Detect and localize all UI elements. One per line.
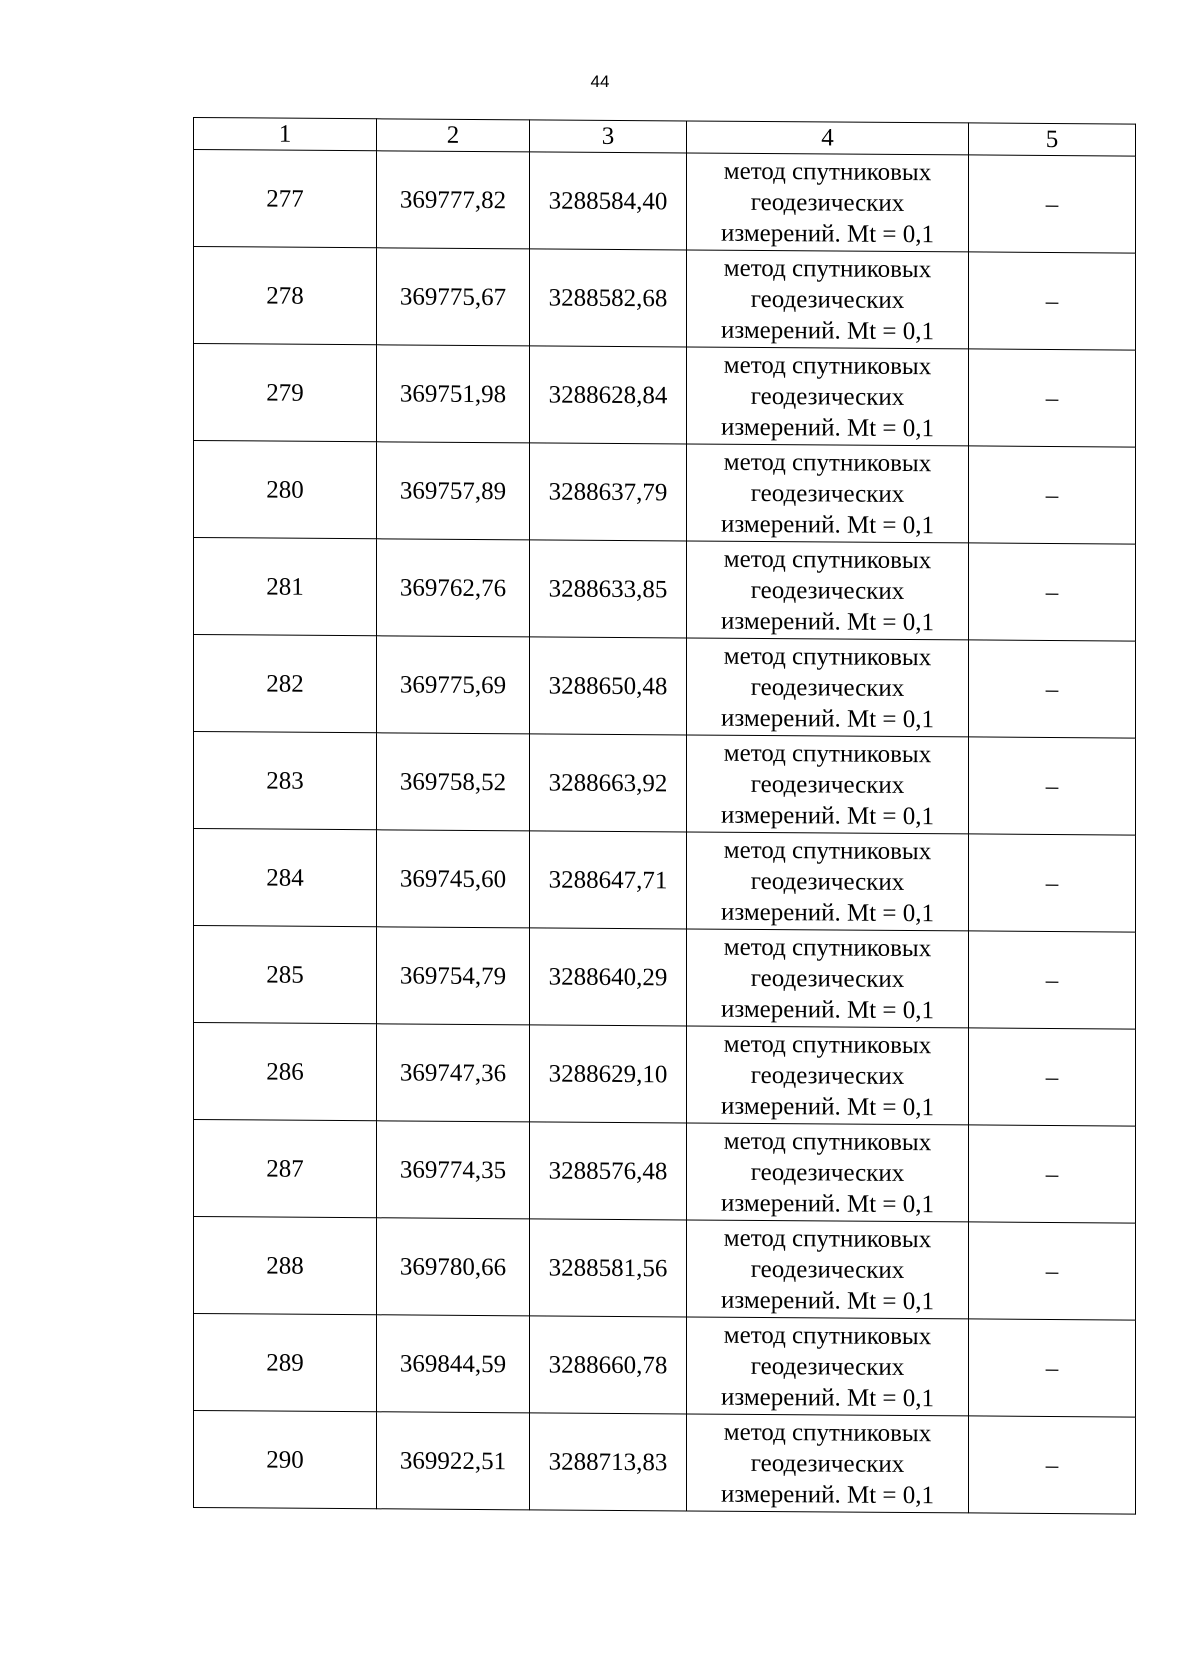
point-number-cell: 286: [194, 1023, 377, 1121]
method-line: измерений. Mt = 0,1: [720, 607, 935, 636]
point-number-cell: 277: [194, 150, 377, 248]
method-line: геодезических: [750, 964, 905, 993]
column-header-1: 1: [194, 118, 377, 151]
x-coordinate-cell: 369777,82: [377, 151, 530, 249]
x-coordinate-cell: 369775,67: [377, 248, 530, 346]
method-line: измерений. Mt = 0,1: [720, 413, 935, 442]
table-row: [194, 538, 1136, 642]
point-number-cell: 278: [194, 247, 377, 345]
note-cell: –: [969, 446, 1136, 544]
table-row: [194, 732, 1136, 836]
method-line: метод спутниковых: [723, 1127, 932, 1156]
point-number-cell: 289: [194, 1314, 377, 1412]
point-number-cell: 287: [194, 1120, 377, 1218]
note-cell: –: [969, 834, 1136, 932]
method-line: геодезических: [750, 867, 905, 896]
column-header-2: 2: [377, 119, 530, 152]
point-number-cell: 290: [194, 1411, 377, 1509]
y-coordinate-cell: 3288647,71: [530, 831, 687, 929]
method-line: геодезических: [750, 1061, 905, 1090]
x-coordinate-cell: 369775,69: [377, 636, 530, 734]
method-line: метод спутниковых: [723, 1030, 932, 1059]
note-cell: –: [969, 349, 1136, 447]
note-cell: –: [969, 543, 1136, 641]
method-line: метод спутниковых: [723, 739, 932, 768]
y-coordinate-cell: 3288581,56: [530, 1219, 687, 1317]
y-coordinate-cell: 3288633,85: [530, 540, 687, 638]
table-row: [194, 829, 1136, 933]
method-cell: [687, 638, 969, 737]
table-row: [194, 926, 1136, 1030]
x-coordinate-cell: 369745,60: [377, 830, 530, 928]
y-coordinate-cell: 3288713,83: [530, 1413, 687, 1511]
note-cell: –: [969, 640, 1136, 738]
method-line: метод спутниковых: [723, 545, 932, 574]
method-line: метод спутниковых: [723, 1321, 932, 1350]
point-number-cell: 282: [194, 635, 377, 733]
method-line: геодезических: [750, 188, 905, 217]
table-row: [194, 1314, 1136, 1418]
column-header-5: 5: [969, 123, 1136, 156]
y-coordinate-cell: 3288576,48: [530, 1122, 687, 1220]
method-line: измерений. Mt = 0,1: [720, 510, 935, 539]
point-number-cell: 284: [194, 829, 377, 927]
method-cell: [687, 1317, 969, 1416]
method-line: метод спутниковых: [723, 1224, 932, 1253]
method-cell: [687, 347, 969, 446]
note-cell: –: [969, 737, 1136, 835]
note-cell: –: [969, 252, 1136, 350]
method-line: геодезических: [750, 1255, 905, 1284]
method-line: измерений. Mt = 0,1: [720, 1286, 935, 1315]
method-line: измерений. Mt = 0,1: [720, 316, 935, 345]
column-header-4: 4: [687, 121, 969, 155]
note-cell: –: [969, 1125, 1136, 1223]
method-cell: [687, 444, 969, 543]
table-row: [194, 344, 1136, 448]
x-coordinate-cell: 369757,89: [377, 442, 530, 540]
method-line: геодезических: [750, 1158, 905, 1187]
method-cell: [687, 153, 969, 252]
point-number-cell: 279: [194, 344, 377, 442]
method-cell: [687, 1123, 969, 1222]
coordinates-table: [193, 117, 1136, 1515]
note-cell: –: [969, 1416, 1136, 1514]
x-coordinate-cell: 369780,66: [377, 1218, 530, 1316]
x-coordinate-cell: 369774,35: [377, 1121, 530, 1219]
method-line: измерений. Mt = 0,1: [720, 1383, 935, 1412]
method-line: измерений. Mt = 0,1: [720, 1189, 935, 1218]
method-line: геодезических: [750, 1449, 905, 1478]
table-row: [194, 635, 1136, 739]
table-row: [194, 441, 1136, 545]
method-line: метод спутниковых: [723, 254, 932, 283]
x-coordinate-cell: 369747,36: [377, 1024, 530, 1122]
table-row: [194, 247, 1136, 351]
point-number-cell: 280: [194, 441, 377, 539]
table-body: [194, 150, 1136, 1515]
y-coordinate-cell: 3288650,48: [530, 637, 687, 735]
method-line: метод спутниковых: [723, 157, 932, 186]
note-cell: –: [969, 1319, 1136, 1417]
y-coordinate-cell: 3288637,79: [530, 443, 687, 541]
table-row: [194, 150, 1136, 254]
method-line: геодезических: [750, 576, 905, 605]
x-coordinate-cell: 369754,79: [377, 927, 530, 1025]
y-coordinate-cell: 3288582,68: [530, 249, 687, 347]
method-cell: [687, 929, 969, 1028]
method-line: геодезических: [750, 770, 905, 799]
method-line: измерений. Mt = 0,1: [720, 1480, 935, 1509]
column-header-3: 3: [530, 120, 687, 153]
method-cell: [687, 1414, 969, 1513]
method-line: метод спутниковых: [723, 448, 932, 477]
table-row: [194, 1411, 1136, 1515]
y-coordinate-cell: 3288640,29: [530, 928, 687, 1026]
x-coordinate-cell: 369758,52: [377, 733, 530, 831]
method-cell: [687, 541, 969, 640]
x-coordinate-cell: 369922,51: [377, 1412, 530, 1510]
table-row: [194, 1023, 1136, 1127]
page-number: 44: [590, 72, 610, 91]
x-coordinate-cell: 369762,76: [377, 539, 530, 637]
table-row: [194, 1217, 1136, 1321]
method-line: измерений. Mt = 0,1: [720, 995, 935, 1024]
method-cell: [687, 1220, 969, 1319]
method-cell: [687, 250, 969, 349]
y-coordinate-cell: 3288663,92: [530, 734, 687, 832]
note-cell: –: [969, 1028, 1136, 1126]
method-line: измерений. Mt = 0,1: [720, 898, 935, 927]
note-cell: –: [969, 1222, 1136, 1320]
method-line: метод спутниковых: [723, 933, 932, 962]
x-coordinate-cell: 369751,98: [377, 345, 530, 443]
point-number-cell: 288: [194, 1217, 377, 1315]
method-line: геодезических: [750, 479, 905, 508]
point-number-cell: 285: [194, 926, 377, 1024]
method-line: метод спутниковых: [723, 836, 932, 865]
method-line: геодезических: [750, 1352, 905, 1381]
point-number-cell: 283: [194, 732, 377, 830]
method-line: метод спутниковых: [723, 642, 932, 671]
method-line: метод спутниковых: [723, 351, 932, 380]
method-cell: [687, 1026, 969, 1125]
y-coordinate-cell: 3288628,84: [530, 346, 687, 444]
point-number-cell: 281: [194, 538, 377, 636]
y-coordinate-cell: 3288629,10: [530, 1025, 687, 1123]
table-row: [194, 1120, 1136, 1224]
y-coordinate-cell: 3288660,78: [530, 1316, 687, 1414]
x-coordinate-cell: 369844,59: [377, 1315, 530, 1413]
method-line: геодезических: [750, 382, 905, 411]
method-line: измерений. Mt = 0,1: [720, 801, 935, 830]
note-cell: –: [969, 931, 1136, 1029]
y-coordinate-cell: 3288584,40: [530, 152, 687, 250]
method-line: измерений. Mt = 0,1: [720, 219, 935, 248]
note-cell: –: [969, 155, 1136, 253]
method-line: метод спутниковых: [723, 1418, 932, 1447]
method-cell: [687, 832, 969, 931]
method-line: геодезических: [750, 673, 905, 702]
method-cell: [687, 735, 969, 834]
method-line: измерений. Mt = 0,1: [720, 704, 935, 733]
method-line: геодезических: [750, 285, 905, 314]
method-line: измерений. Mt = 0,1: [720, 1092, 935, 1121]
